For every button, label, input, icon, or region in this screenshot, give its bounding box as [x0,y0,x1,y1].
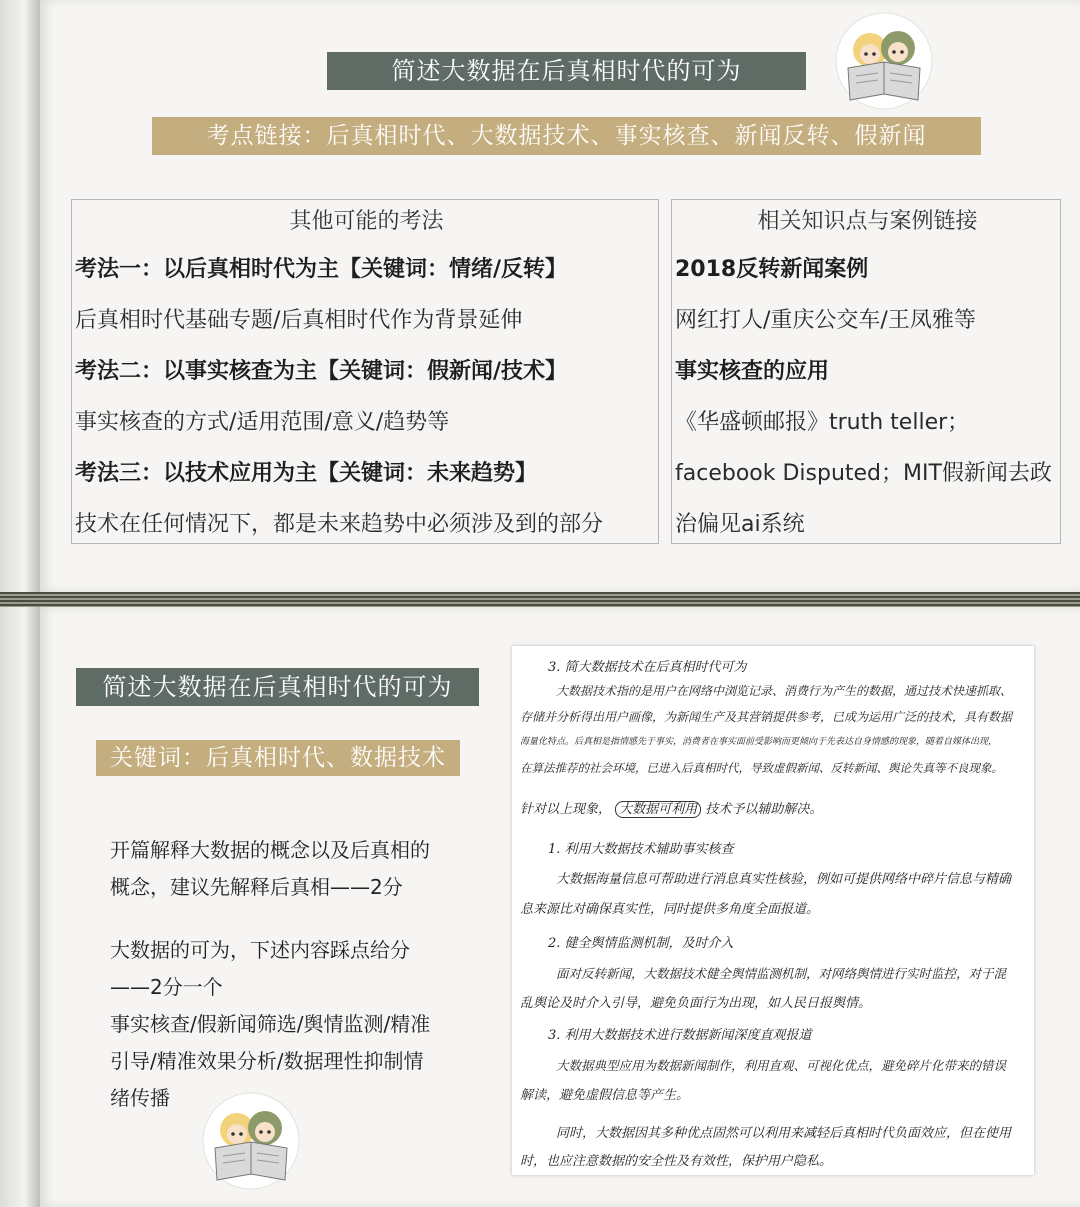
hw-line: 在算法推荐的社会环境，已进入后真相时代，导致虚假新闻、反转新闻、舆论失真等不良现象。 [520,761,1003,775]
hw-line: 大数据技术指的是用户在网络中浏览记录、消费行为产生的数据，通过技术快速抓取、 [556,684,1013,698]
hw-line: 面对反转新闻，大数据技术健全舆情监测机制，对网络舆情进行实时监控，对于混 [556,966,1007,981]
related-case-detail-2b: facebook Disputed；MIT假新闻去政 [675,461,1052,486]
newspaper-readers-mascot-icon [834,12,934,110]
note-line: 开篇解释大数据的概念以及后真相的 [110,838,430,862]
hw-line: 解读，避免虚假信息等产生。 [520,1088,690,1103]
related-case-detail-2a: 《华盛顿邮报》truth teller； [675,410,970,435]
related-case-heading-2: 事实核查的应用 [675,359,830,384]
exam-method-1: 考法一：以后真相时代为主【关键词：情绪/反转】 [75,257,568,282]
hw-line: 存储并分析得出用户画像，为新闻生产及其营销提供参考，已成为运用广泛的技术，具有数据 [520,710,1013,724]
hw-line: 大数据典型应用为数据新闻制作，利用直观、可视化优点，避免碎片化带来的错误 [556,1058,1007,1073]
other-exam-methods-box [71,199,659,544]
hw-line: 息来源比对确保真实性，同时提供多角度全面报道。 [520,902,820,917]
keywords-banner: 关键词：后真相时代、数据技术 [96,740,460,776]
note-line: 概念，建议先解释后真相——2分 [110,875,403,899]
hw-line: 2. 健全舆情监测机制，及时介入 [548,936,734,951]
newspaper-readers-mascot-icon [200,1092,302,1190]
hw-segment: 针对以上现象， [520,802,612,817]
exam-method-2-detail: 事实核查的方式/适用范围/意义/趋势等 [75,410,450,435]
related-cases-title: 相关知识点与案例链接 [757,209,978,234]
page-seam [0,592,1080,607]
hw-line [520,798,822,817]
hw-line: 3. 利用大数据技术进行数据新闻深度直观报道 [548,1028,812,1043]
related-case-detail-2c: 治偏见ai系统 [675,512,805,537]
exam-method-3: 考法三：以技术应用为主【关键词：未来趋势】 [75,461,538,486]
handwritten-answer-sheet [512,646,1034,1175]
exam-method-1-detail: 后真相时代基础专题/后真相时代作为背景延伸 [75,308,523,333]
bottom-page-title: 简述大数据在后真相时代的可为 [76,668,479,706]
note-line: 绪传播 [110,1086,170,1110]
hw-line: 大数据海量信息可帮助进行消息真实性核验，例如可提供网络中碎片信息与精确 [556,872,1012,887]
related-case-detail-1: 网红打人/重庆公交车/王凤雅等 [675,308,976,333]
exam-method-2: 考法二：以事实核查为主【关键词：假新闻/技术】 [75,359,568,384]
note-line: ——2分一个 [110,975,223,999]
other-exam-methods-title: 其他可能的考法 [289,209,444,234]
hw-circled-phrase: 大数据可利用 [615,801,701,818]
note-line: 引导/精准效果分析/数据理性抑制情 [110,1049,424,1073]
note-line: 事实核查/假新闻筛选/舆情监测/精准 [110,1012,431,1036]
hw-line: 时，也应注意数据的安全性及有效性，保护用户隐私。 [520,1154,833,1169]
hw-line: 同时，大数据因其多种优点固然可以利用来减轻后真相时代负面效应，但在使用 [556,1126,1012,1141]
scoring-notes [110,832,430,1117]
hw-line: 乱舆论及时介入引导，避免负面行为出现，如人民日报舆情。 [520,996,872,1011]
hw-line: 3. 简大数据技术在后真相时代可为 [548,660,747,675]
keypoints-banner: 考点链接：后真相时代、大数据技术、事实核查、新闻反转、假新闻 [152,117,981,155]
hw-segment: 技术予以辅助解决。 [705,802,823,817]
page-title: 简述大数据在后真相时代的可为 [327,52,806,90]
hw-line: 海量化特点。后真相是指情感先于事实，消费者在事实面前受影响而更倾向于先表达自身情感的现象，随着自媒体出现， [520,737,998,747]
related-case-heading-1: 2018反转新闻案例 [675,257,869,282]
exam-method-3-detail: 技术在任何情况下，都是未来趋势中必须涉及到的部分 [75,512,604,537]
related-cases-box [671,199,1061,544]
note-line: 大数据的可为，下述内容踩点给分 [110,938,410,962]
hw-line: 1. 利用大数据技术辅助事实核查 [548,842,734,857]
